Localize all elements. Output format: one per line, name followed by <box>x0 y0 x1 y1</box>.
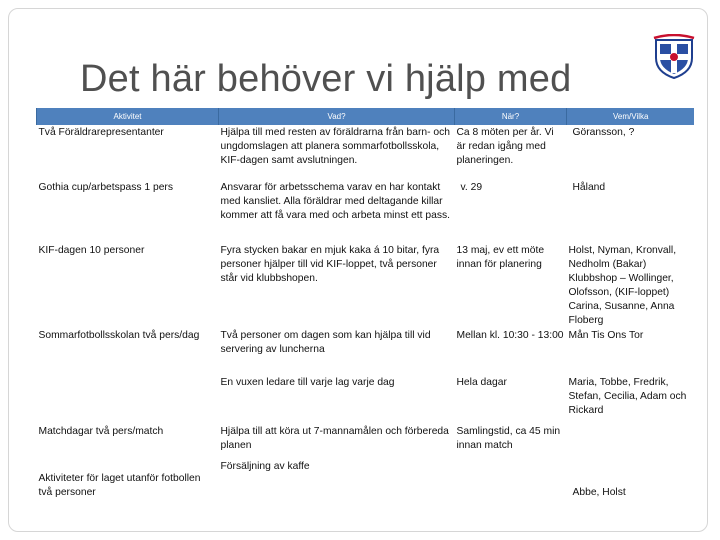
table-row <box>37 459 695 500</box>
cell-activity: Gothia cup/arbetspass 1 pers <box>38 182 174 193</box>
cell-activity: Sommarfotbollsskolan två pers/dag <box>38 330 200 341</box>
cell-who: Mån Tis Ons Tor <box>568 330 644 341</box>
cell-who: Maria, Tobbe, Fredrik, Stefan, Cecilia, Adam och Rickard <box>568 377 687 416</box>
table-row <box>37 125 695 180</box>
help-table <box>36 108 694 532</box>
table-row <box>37 328 695 375</box>
cell-activity: KIF-dagen 10 personer <box>38 245 145 256</box>
cell-when <box>455 459 567 500</box>
table-row <box>37 180 695 243</box>
table-header-row <box>37 108 695 125</box>
cell-who: Göransson, ? <box>572 127 635 138</box>
cell-who <box>567 424 695 459</box>
cell-when: Ca 8 möten per år. Vi är redan igång med planeringen. <box>456 127 554 166</box>
header-who: Vem/Vilka <box>567 108 695 125</box>
cell-what: En vuxen ledare till varje lag varje dag <box>220 377 395 388</box>
cell-what: Hjälpa till att köra ut 7-mannamålen och förbereda planen <box>220 426 449 451</box>
cell-activity: Aktiviteter för laget utanför fotbollen två personer <box>38 473 201 498</box>
cell-activity <box>37 375 219 424</box>
cell-what: Två personer om dagen som kan hjälpa till vid servering av luncherna <box>220 330 431 355</box>
header-what: Vad? <box>219 108 455 125</box>
cell-when: v. 29 <box>460 182 483 193</box>
table-row <box>37 243 695 328</box>
cell-when: Hela dagar <box>456 377 507 388</box>
cell-who: Håland <box>572 182 606 193</box>
cell-who: Holst, Nyman, Kronvall, Nedholm (Bakar) Klubbshop – Wollinger, Olofsson, (KIF-loppet) Carina, Susanne, Anna Floberg <box>568 245 677 326</box>
header-activity: Aktivitet <box>37 108 219 125</box>
header-when: När? <box>455 108 567 125</box>
cell-when: Mellan kl. 10:30 - 13:00 <box>456 330 564 341</box>
cell-activity: Matchdagar två pers/match <box>38 426 164 437</box>
table-row <box>37 375 695 424</box>
cell-what: Hjälpa till med resten av föräldrarna från barn- och ungdomslagen att planera sommarfotbollsskola, KIF-dagen samt avslutningen. <box>220 127 451 166</box>
cell-when: 13 maj, ev ett möte innan för planering <box>456 245 545 270</box>
cell-who: Abbe, Holst <box>572 487 626 498</box>
table-row <box>37 424 695 459</box>
cell-what: Försäljning av kaffe <box>220 461 310 472</box>
page-title: Det här behöver vi hjälp med <box>80 58 572 100</box>
club-crest-icon <box>652 34 696 80</box>
cell-what: Fyra stycken bakar en mjuk kaka á 10 bitar, fyra personer hjälper till vid KIF-loppet, två personer står vid klubbshopen. <box>220 245 440 284</box>
cell-what: Ansvarar för arbetsschema varav en har kontakt med kansliet. Alla föräldrar med deltagande killar kommer att få vara med och arbeta minst ett pass. <box>220 182 450 221</box>
cell-activity: Två Föräldrarepresentanter <box>38 127 164 138</box>
cell-when: Samlingstid, ca 45 min innan match <box>456 426 561 451</box>
